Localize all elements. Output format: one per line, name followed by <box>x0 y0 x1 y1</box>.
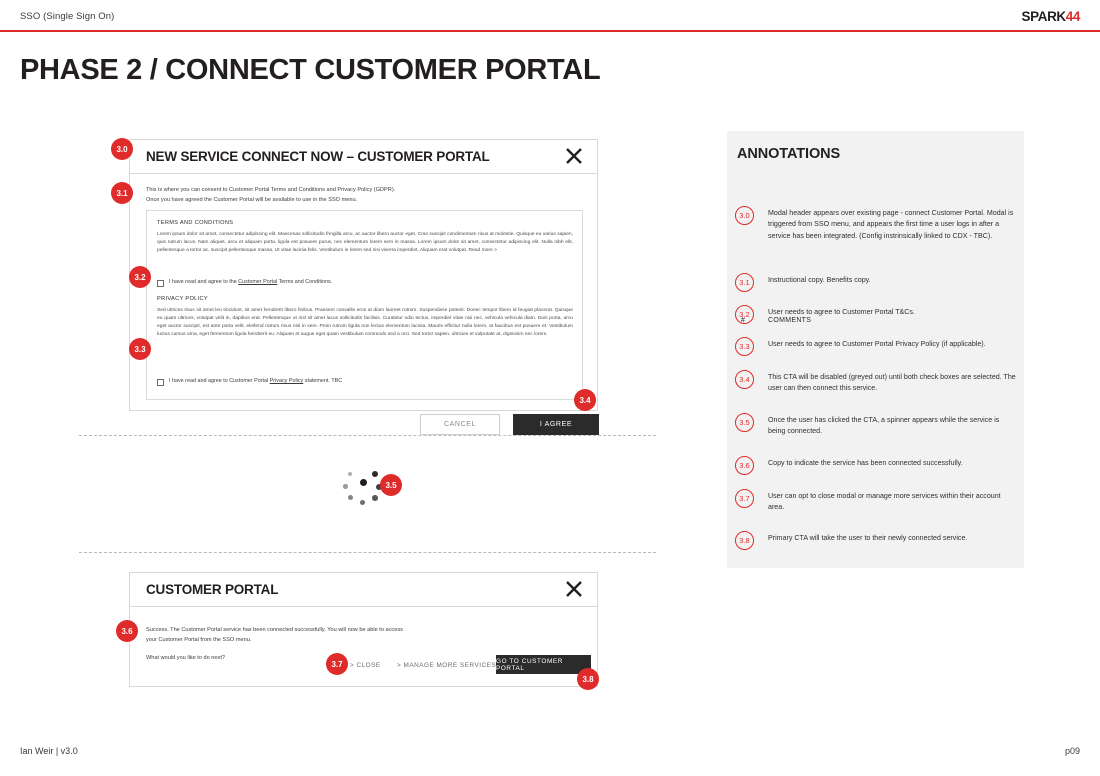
annotation-id: 3.3 <box>735 337 754 356</box>
callout-3-6: 3.6 <box>116 620 138 642</box>
annotations-col-comments: COMMENTS <box>768 317 812 324</box>
top-bar <box>0 0 1100 30</box>
annotation-text: Once the user has clicked the CTA, a spinner appears while the service is being connected. <box>768 416 1000 436</box>
callout-3-5: 3.5 <box>380 474 402 496</box>
annotation-text: Copy to indicate the service has been connected successfully. <box>768 459 963 467</box>
consent-modal-header <box>130 140 597 174</box>
privacy-consent-row[interactable] <box>157 378 342 386</box>
brand-number: 44 <box>1065 9 1080 24</box>
annotations-title: ANNOTATIONS <box>737 146 841 162</box>
callout-3-4: 3.4 <box>574 389 596 411</box>
terms-consent-row[interactable] <box>157 279 332 287</box>
privacy-checkbox[interactable] <box>157 379 164 386</box>
sso-label: SSO (Single Sign On) <box>20 11 115 22</box>
terms-scroll-box[interactable] <box>146 210 583 400</box>
success-modal-header <box>130 573 597 607</box>
annotation-id: 3.2 <box>735 305 754 324</box>
consent-intro-line2: Once you have agreed the Customer Portal will be available to use in the SSO menu. <box>146 196 358 203</box>
privacy-body: Sed ultrices risus sit amet leo tincidunt, sit amet hendrerit libero finibus. Praesent convallis eros at diam laoreet rutrum. Suspendisse potenti. Donec tempor libero id feugiat placerat. Quisque eu quam ultrices, volutpat velit in, dapibus erat. Pellentesque ut nisl sit amet lacus sollicitudin facilisis. Curabitur odio lectus, imperdiet vitae nisi nec, vehicula vehicula diam. Duis porta, arcu eget auctor suscipit, est ante porta velit, eleifend rutrum risus nisl in sem. Proin rutrum ligula non lectus elementum lacinia. Mauris efficitur nulla lorem, at faucibus est posuere et. Vestibulum luctus cursus urna, eget fermentum ligula hendrerit eu. Aliquam et augue eget quam vestibulum commodo sed a orci. Sed tortor sapien, ultricies et vulputate at, dignissim nec lorem. <box>157 308 573 337</box>
close-icon[interactable] <box>564 146 584 166</box>
terms-label-pre: I have read and agree to the <box>169 279 239 285</box>
annotation-id: 3.4 <box>735 370 754 389</box>
agree-button[interactable]: I AGREE <box>513 414 599 435</box>
annotations-panel <box>727 131 1024 568</box>
terms-label-post: Terms and Conditions. <box>277 279 333 285</box>
annotation-id: 3.8 <box>735 531 754 550</box>
callout-3-7: 3.7 <box>326 653 348 675</box>
footer-author: Ian Weir | v3.0 <box>20 746 78 756</box>
privacy-label-post: statement. TBC <box>303 378 343 384</box>
consent-intro-line1: This is where you can consent to Customer Portal Terms and Conditions and Privacy Policy (GDPR). <box>146 187 396 193</box>
annotation-id: 3.5 <box>735 413 754 432</box>
footer-page-number: p09 <box>1064 746 1080 756</box>
success-line1: Success. The Customer Portal service has been connected successfully. You will now be able to access <box>146 627 403 633</box>
close-link[interactable]: > CLOSE <box>350 662 381 669</box>
success-line3: What would you like to do next? <box>146 654 225 661</box>
callout-3-3: 3.3 <box>129 338 151 360</box>
annotation-id: 3.7 <box>735 489 754 508</box>
terms-body: Lorem ipsum dolor sit amet, consectetur adipiscing elit. Maecenas sollicitudin fringilla arcu, ac auctor libero auctor eget. Cras suscipit condimentum risus at molestie. Quisque eu varius sapien, quis rutrum lacus. Nam aliquet, arcu et aliquam porta, ligula est posuere purus, nec elementum lorem sem in massa. Lorem ipsum dolor sit amet, consectetur adipiscing elit. Nulla nibh elit, pellentesque a tortor ac, suscipit pellentesque massa. Ut vitae lacinia felis. Vestibulum in lorem sed nisi viverra imperdiet. Aliquam erat volutpat. Read more > <box>157 232 573 253</box>
annotation-text: User needs to agree to Customer Portal T&Cs. <box>768 308 915 316</box>
terms-label-link[interactable]: Customer Portal <box>238 279 278 285</box>
privacy-heading: PRIVACY POLICY <box>157 296 209 302</box>
brand-logo <box>1022 9 1080 24</box>
annotation-text: User needs to agree to Customer Portal Privacy Policy (if applicable). <box>768 340 986 348</box>
cancel-button[interactable]: CANCEL <box>420 414 500 435</box>
callout-3-2: 3.2 <box>129 266 151 288</box>
manage-services-link[interactable]: > MANAGE MORE SERVICES <box>397 662 497 669</box>
consent-modal <box>129 139 598 428</box>
callout-3-0: 3.0 <box>111 138 133 160</box>
annotation-id: 3.0 <box>735 206 754 225</box>
divider-bottom <box>79 552 656 553</box>
header-rule <box>0 30 1100 32</box>
annotations-col-hash: # <box>741 317 745 324</box>
close-icon[interactable] <box>564 579 584 599</box>
annotation-text: Instructional copy. Benefits copy. <box>768 276 871 284</box>
privacy-checkbox-label <box>169 378 342 384</box>
privacy-label-link[interactable]: Privacy Policy <box>269 378 304 384</box>
annotation-id: 3.6 <box>735 456 754 475</box>
callout-3-8: 3.8 <box>577 668 599 690</box>
success-modal <box>129 572 598 687</box>
consent-intro <box>146 186 566 206</box>
annotation-id: 3.1 <box>735 273 754 292</box>
annotation-text: User can opt to close modal or manage more services within their account area. <box>768 492 1001 512</box>
divider-top <box>79 435 656 436</box>
terms-checkbox-label <box>169 279 332 285</box>
annotation-text: Modal header appears over existing page - connect Customer Portal. Modal is triggered from SSO menu, and appears the first time a user logs in after a service has been integrated. (Config instrinsically linked to CDX - TBC). <box>768 209 1014 240</box>
brand-text: SPARK <box>1021 9 1066 24</box>
annotation-text: This CTA will be disabled (greyed out) until both check boxes are selected. The user can then connect this service. <box>768 373 1016 393</box>
terms-heading: TERMS AND CONDITIONS <box>157 220 234 226</box>
success-line2: your Customer Portal from the SSO menu. <box>146 636 252 643</box>
callout-3-1: 3.1 <box>111 182 133 204</box>
go-to-customer-portal-button[interactable]: GO TO CUSTOMER PORTAL <box>496 655 591 674</box>
annotation-text: Primary CTA will take the user to their newly connected service. <box>768 534 968 542</box>
page-title: PHASE 2 / CONNECT CUSTOMER PORTAL <box>20 54 601 86</box>
terms-checkbox[interactable] <box>157 280 164 287</box>
loading-spinner <box>336 466 390 520</box>
success-modal-title: CUSTOMER PORTAL <box>146 582 279 597</box>
consent-modal-title: NEW SERVICE CONNECT NOW – CUSTOMER PORTAL <box>146 149 490 164</box>
privacy-label-pre: I have read and agree to Customer Portal <box>169 378 270 384</box>
